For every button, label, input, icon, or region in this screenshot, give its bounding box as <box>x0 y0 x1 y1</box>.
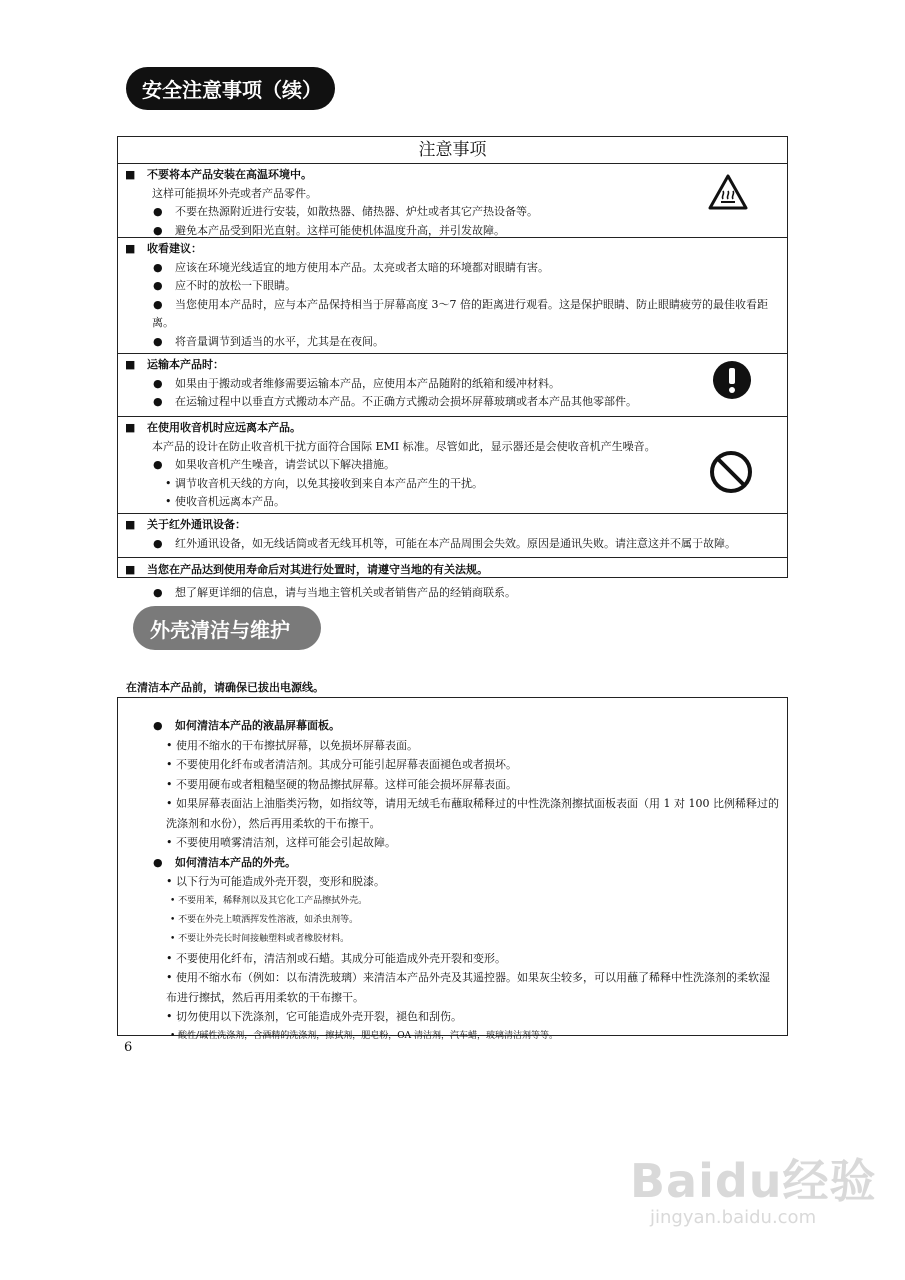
page-number: 6 <box>124 1040 133 1055</box>
text: 本产品的设计在防止收音机干扰方面符合国际 EMI 标准。尽管如此，显示器还是会使收音机产生噪音。 <box>152 439 656 453</box>
bullet-item: ● 红外通讯设备，如无线话筒或者无线耳机等，可能在本产品周围会失效。原因是通讯失败。请注意这并不属于故障。 <box>153 536 736 550</box>
square-bullet-icon: ■ <box>125 563 136 576</box>
bullet-item: ● 避免本产品受到阳光直射。这样可能使机体温度升高，并引发故障。 <box>153 223 505 237</box>
baidu-watermark <box>630 1145 877 1228</box>
cleaning-box <box>117 697 788 1041</box>
hot-surface-warning-icon <box>708 174 748 210</box>
square-bullet-icon: ■ <box>125 518 136 531</box>
watermark-logo: Baidu经验 <box>630 1154 877 1208</box>
sub-item: • 使收音机远离本产品。 <box>165 495 285 508</box>
section-radio <box>118 417 787 514</box>
list-item: • 切勿使用以下洗涤剂，它可能造成外壳开裂，褪色和刮伤。 <box>166 1010 462 1023</box>
bullet-item: ● 将音量调节到适当的水平，尤其是在夜间。 <box>153 334 384 348</box>
list-item: • 使用不缩水的干布擦拭屏幕，以免损坏屏幕表面。 <box>166 738 418 752</box>
section-heading: ■ 关于红外通讯设备： <box>118 516 787 535</box>
list-item: • 不要使用喷雾清洁剂，这样可能会引起故障。 <box>166 836 396 849</box>
list-item: • 不要使用化纤布，清洁剂或石蜡。其成分可能造成外壳开裂和变形。 <box>166 951 506 965</box>
section-heading: ■ 收看建议： <box>118 240 787 259</box>
list-item: • 不要用硬布或者粗糙坚硬的物品擦拭屏幕。这样可能会损坏屏幕表面。 <box>166 777 517 791</box>
bullet-item: ● 当您使用本产品时，应与本产品保持相当于屏幕高度 3～7 倍的距离进行观看。这是保护眼睛、防止眼睛疲劳的最佳收看距离。 <box>152 297 768 329</box>
list-item: • 不要使用化纤布或者清洁剂。其成分可能引起屏幕表面褪色或者损坏。 <box>166 758 517 771</box>
watermark-url: jingyan.baidu.com <box>650 1207 817 1228</box>
square-bullet-icon: ■ <box>125 242 136 255</box>
section-title-cleaning <box>133 606 321 650</box>
section-heading: ■ 运输本产品时： <box>118 356 787 375</box>
bullet-item: ● 在运输过程中以垂直方式搬动本产品。不正确方式搬动会损坏屏幕玻璃或者本产品其他零部件。 <box>153 395 637 408</box>
bullet-item: ● 不要在热源附近进行安装，如散热器、储热器、炉灶或者其它产热设备等。 <box>153 205 538 218</box>
section-title-safety <box>126 67 335 110</box>
mandatory-exclamation-icon <box>712 360 752 400</box>
list-item-small: • 不要在外壳上喷洒挥发性溶液，如杀虫剂等。 <box>170 914 359 925</box>
list-item: • 如果屏幕表面沾上油脂类污物，如指纹等，请用无绒毛布蘸取稀释过的中性洗涤剂擦拭面板表面（用 1 对 100 比例稀释过的洗涤剂和水份），然后再用柔软的干布擦干。 <box>166 797 779 830</box>
bullet-item: ● 应该在环境光线适宜的地方使用本产品。太亮或者太暗的环境都对眼睛有害。 <box>153 260 549 274</box>
list-item: • 使用不缩水布（例如：以布清洗玻璃）来清洁本产品外壳及其遥控器。如果灰尘较多，可以用蘸了稀释中性洗涤剂的柔软湿布进行擦拭，然后再用柔软的干布擦干。 <box>166 971 770 1004</box>
square-bullet-icon: ■ <box>125 421 136 434</box>
lcd-heading: ● 如何清洁本产品的液晶屏幕面板。 <box>153 719 340 732</box>
text: 这样可能损坏外壳或者产品零件。 <box>152 186 317 200</box>
cleaning-note: 在清洁本产品前，请确保已拔出电源线。 <box>126 681 324 694</box>
case-heading: ● 如何清洁本产品的外壳。 <box>153 855 296 869</box>
bullet-item: ● 如果由于搬动或者维修需要运输本产品，应使用本产品随附的纸箱和缓冲材料。 <box>153 376 560 390</box>
caution-table <box>117 136 788 599</box>
square-bullet-icon: ■ <box>125 358 136 371</box>
section-infrared <box>118 514 787 558</box>
list-item-small: • 不要用苯，稀释剂以及其它化工产品擦拭外壳。 <box>170 895 368 906</box>
section-heading: ■ 当您在产品达到使用寿命后对其进行处置时，请遵守当地的有关法规。 <box>118 561 787 580</box>
section-viewing <box>118 238 787 354</box>
table-header: 注意事项 <box>118 137 787 164</box>
list-item: • 以下行为可能造成外壳开裂，变形和脱漆。 <box>166 875 385 888</box>
title-text: 外壳清洁与维护 <box>150 617 290 642</box>
section-transport <box>118 354 787 417</box>
section-heading: ■ 不要将本产品安装在高温环境中。 <box>118 166 787 185</box>
prohibition-icon <box>708 449 754 495</box>
bullet-item: ● 应不时的放松一下眼睛。 <box>153 279 296 292</box>
sub-item: • 调节收音机天线的方向，以免其接收到来自本产品产生的干扰。 <box>165 476 483 490</box>
bullet-item: ● 如果收音机产生噪音，请尝试以下解决措施。 <box>153 458 395 471</box>
section-disposal <box>118 558 787 604</box>
section-heat <box>118 164 787 238</box>
section-heading: ■ 在使用收音机时应远离本产品。 <box>118 419 787 438</box>
list-item-small: • 酸性/碱性洗涤剂，含酒精的洗涤剂，擦拭剂，肥皂粉，OA 清洁剂，汽车蜡，玻璃清洁剂等等。 <box>170 1030 558 1041</box>
bullet-item: ● 想了解更详细的信息，请与当地主管机关或者销售产品的经销商联系。 <box>153 585 516 599</box>
square-bullet-icon: ■ <box>125 168 136 181</box>
title-text: 安全注意事项（续） <box>142 78 322 102</box>
list-item-small: • 不要让外壳长时间接触塑料或者橡胶材料。 <box>170 933 350 944</box>
